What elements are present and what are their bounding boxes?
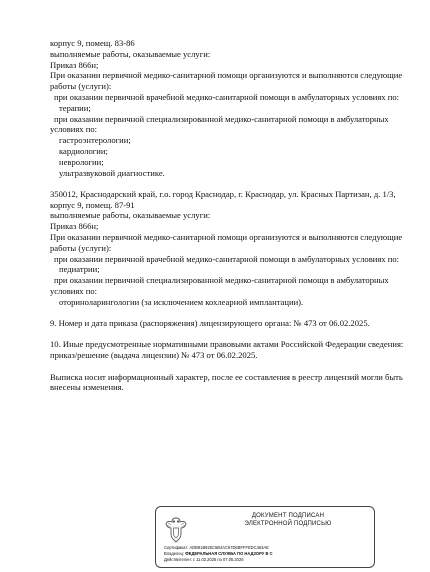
text-line: при оказании первичной специализированной медико-санитарной помощи в амбулаторных [54,275,389,286]
text-line: работы (услуги): [50,81,112,92]
text-line: При оказании первичной медико-санитарной помощи организуются и выполняются следующие [50,232,403,243]
text-line: работы (услуги): [50,242,112,253]
other-info-line: 10. Иные предусмотренные нормативными правовыми актами Российской Федерации сведения: [50,339,404,350]
stamp-details [164,545,374,563]
text-line: корпус 9, помещ. 87-91 [50,199,135,210]
electronic-signature-stamp [155,506,375,568]
text-line: При оказании первичной медико-санитарной помощи организуются и выполняются следующие [50,70,403,81]
order-number-line: 9. Номер и дата приказа (распоряжения) лицензирующего органа: № 473 от 06.02.2025. [50,318,370,329]
text-line: при оказании первичной специализированной медико-санитарной помощи в амбулаторных [54,113,389,124]
stamp-title-line: ЭЛЕКТРОННОЙ ПОДПИСЬЮ [244,520,332,527]
text-line: выполняемые работы, оказываемые услуги: [50,48,211,59]
other-info-line: приказ/решение (выдача лицензии) № 473 от 06.02.2025. [50,350,258,361]
text-line: кардиологии; [59,145,108,156]
spacer [50,308,412,319]
text-line: оториноларингологии (за исключением кохлеарной имплантации). [59,296,304,307]
text-line: Приказ 866н; [50,59,99,70]
text-line: при оказании первичной врачебной медико-санитарной помощи в амбулаторных условиях по: [54,91,400,102]
spacer [50,361,412,372]
text-line: условиях по: [50,286,98,297]
address-line: 350012, Краснодарский край, г.о. город Краснодар, г. Краснодар, ул. Красных Партизан, д. 1/3, [50,188,396,199]
disclaimer-line: внесены изменения. [50,382,124,393]
stamp-title [218,513,358,528]
stamp-title-line: ДОКУМЕНТ ПОДПИСАН [251,513,325,519]
text-line: при оказании первичной врачебной медико-санитарной помощи в амбулаторных условиях по: [54,253,400,264]
text-line: неврологии; [59,156,104,167]
text-line: ультразвуковой диагностике. [59,167,165,178]
coat-of-arms-icon [164,515,188,545]
text-line: Приказ 866н; [50,221,99,232]
text-line: терапии; [59,102,91,113]
text-line: педиатрии; [59,264,100,275]
text-line: условиях по: [50,124,98,135]
spacer [50,178,412,189]
text-line: гастроэнтерологии; [59,135,131,146]
spacer [50,329,412,340]
certificate-value: ADB91B925C5B4AC67D6BFFFEDC463AE [189,545,269,550]
document-body [50,38,412,393]
disclaimer-line: Выписка носит информационный характер, после ее составления в реестр лицензий могли быть [50,371,403,382]
owner-label: Владелец: [164,551,185,556]
text-line: выполняемые работы, оказываемые услуги: [50,210,211,221]
owner-value: ФЕДЕРАЛЬНАЯ СЛУЖБА ПО НАДЗОРУ В С [185,551,273,556]
text-line: корпус 9, помещ. 83-86 [50,38,135,48]
validity-row: Действителен: с 11.02.2025 по 07.05.2026 [164,557,244,562]
certificate-label: Сертификат: [164,545,189,550]
